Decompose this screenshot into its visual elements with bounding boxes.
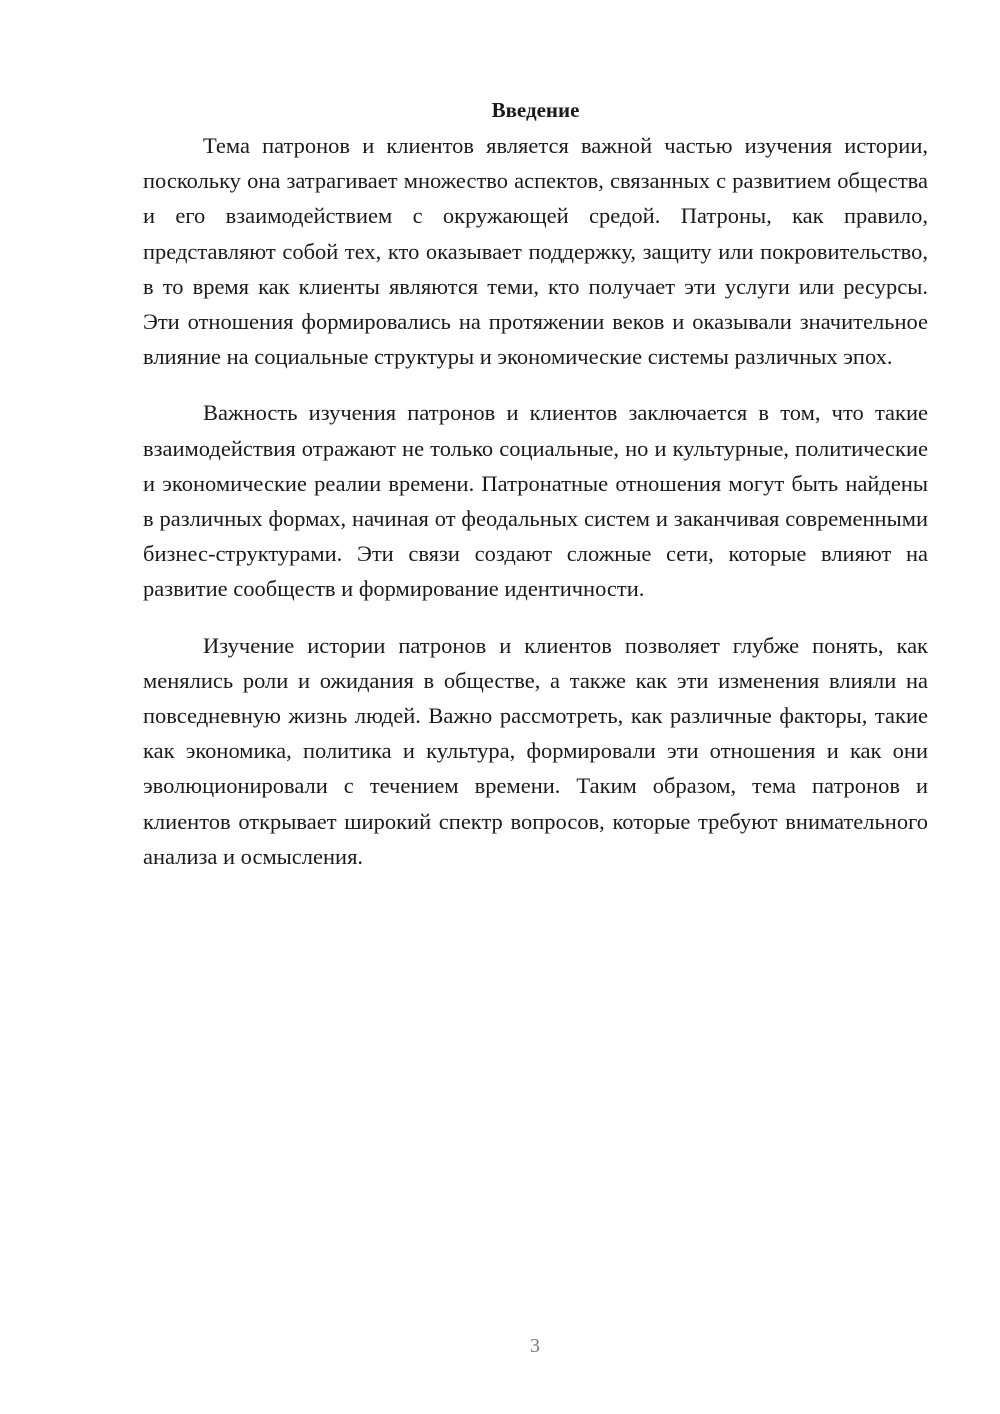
page-content [143, 92, 928, 874]
section-title: Введение [491, 98, 580, 122]
page-number: 3 [530, 1335, 540, 1357]
paragraph-3: Изучение истории патронов и клиентов позволяет глубже понять, как менялись роли и ожидания в обществе, а также как эти изменения влияли на повседневную жизнь людей. Важно рассмотреть, как различные факторы, такие как экономика, политика и культура, формировали эти отношения и как они эволюционировали с течением времени. Таким образом, тема патронов и клиентов открывает широкий спектр вопросов, которые требуют внимательного анализа и осмысления. [143, 632, 928, 869]
paragraph-2: Важность изучения патронов и клиентов заключается в том, что такие взаимодействия отражают не только социальные, но и культурные, политические и экономические реалии времени. Патронатные отношения могут быть найдены в различных формах, начиная от феодальных систем и заканчивая современными бизнес-структурами. Эти связи создают сложные сети, которые влияют на развитие сообществ и формирование идентичности. [143, 400, 928, 602]
paragraph-1: Тема патронов и клиентов является важной частью изучения истории, поскольку она затрагивает множество аспектов, связанных с развитием общества и его взаимодействием с окружающей средой. Патроны, как правило, представляют собой тех, кто оказывает поддержку, защиту или покровительство, в то время как клиенты являются теми, кто получает эти услуги или ресурсы. Эти отношения формировались на протяжении веков и оказывали значительное влияние на социальные структуры и экономические системы различных эпох. [143, 133, 928, 370]
